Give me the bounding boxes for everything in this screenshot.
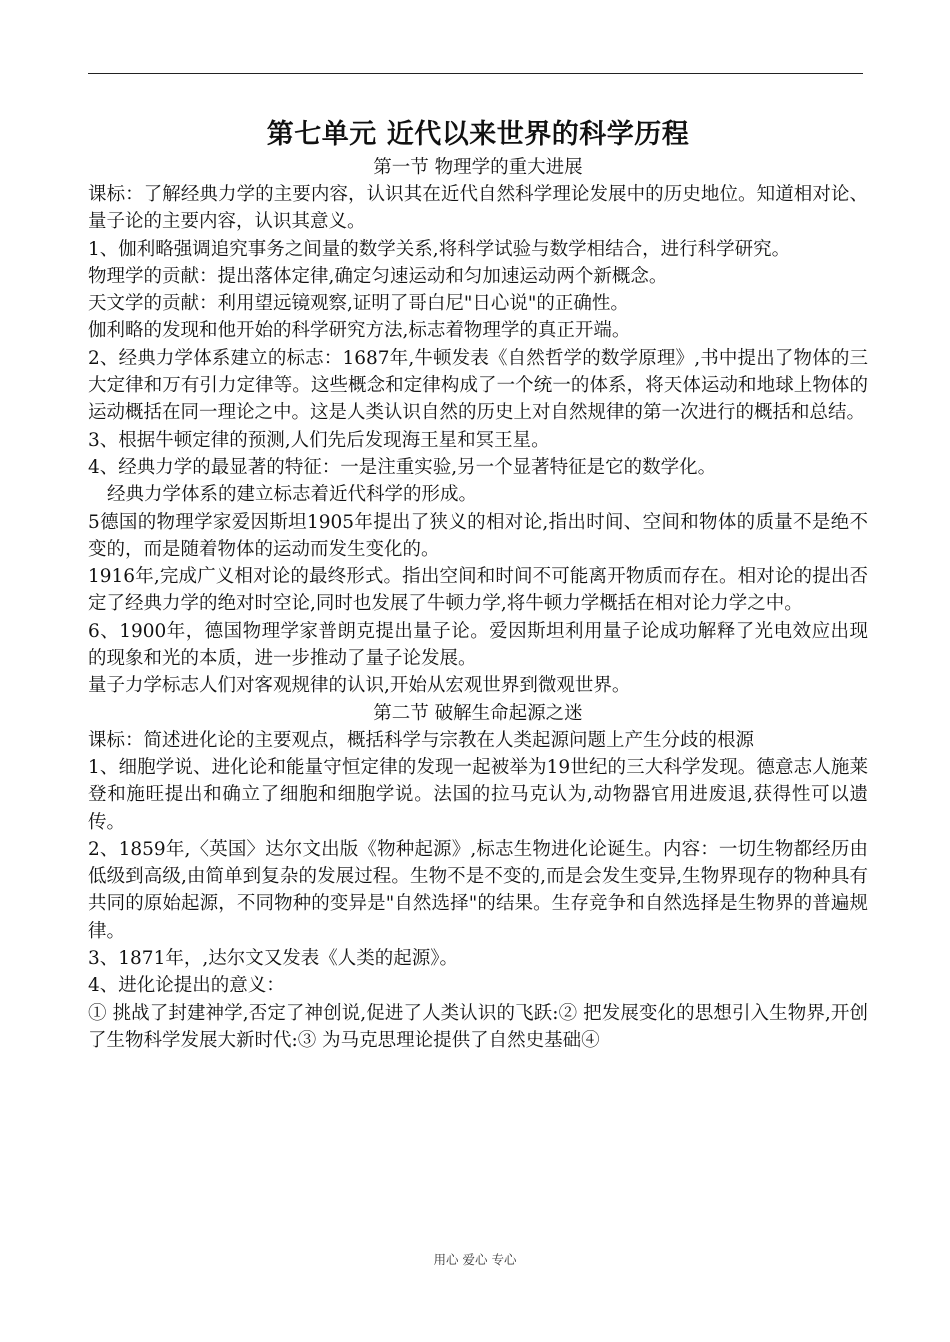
paragraph: 4、进化论提出的意义： xyxy=(88,975,285,997)
paragraph: ① 挑战了封建神学,否定了神创说,促进了人类认识的飞跃:② 把发展变化的思想引入生物界,开创了生物科学发展大新时代:③ 为马克思理论提供了自然史基础④ xyxy=(88,1002,868,1051)
page-footer: 用心 爱心 专心 xyxy=(433,1252,517,1267)
paragraph: 2、经典力学体系建立的标志：1687年,牛顿发表《自然哲学的数学原理》,书中提出了物体的三大定律和万有引力定律等。这些概念和定律构成了一个统一的体系，将天体运动和地球上物体的运动概括在同一理论之中。这是人类认识自然的历史上对自然规律的第一次进行的概括和总结。 xyxy=(88,347,868,424)
paragraph: 天文学的贡献：利用望远镜观察,证明了哥白尼"日心说"的正确性。 xyxy=(88,293,629,315)
paragraph: 课标：简述进化论的主要观点，概括科学与宗教在人类起源问题上产生分歧的根源 xyxy=(88,729,755,751)
paragraph: 1、伽利略强调追究事务之间量的数学关系,将科学试验与数学相结合，进行科学研究。 xyxy=(88,238,791,260)
paragraph: 6、1900年，德国物理学家普朗克提出量子论。爱因斯坦利用量子论成功解释了光电效应出现的现象和光的本质，进一步推动了量子论发展。 xyxy=(88,620,868,670)
paragraph: 3、根据牛顿定律的预测,人们先后发现海王星和冥王星。 xyxy=(88,429,550,451)
paragraph: 课标：了解经典力学的主要内容，认识其在近代自然科学理论发展中的历史地位。知道相对论、量子论的主要内容，认识其意义。 xyxy=(88,184,868,233)
paragraph: 1916年,完成广义相对论的最终形式。指出空间和时间不可能离开物质而存在。相对论的提出否定了经典力学的绝对时空论,同时也发展了牛顿力学,将牛顿力学概括在相对论力学之中。 xyxy=(88,566,868,615)
header-rule xyxy=(88,73,863,74)
paragraph: 物理学的贡献：提出落体定律,确定匀速运动和匀加速运动两个新概念。 xyxy=(88,265,668,287)
section-1-heading: 第一节 物理学的重大进展 xyxy=(373,157,583,178)
page-title: 第七单元 近代以来世界的科学历程 xyxy=(266,119,690,150)
document-body xyxy=(88,116,868,1054)
paragraph: 1、细胞学说、进化论和能量守恒定律的发现一起被举为19世纪的三大科学发现。德意志人施莱登和施旺提出和确立了细胞和细胞学说。法国的拉马克认为,动物器官用进废退,获得性可以遗传。 xyxy=(88,756,868,833)
paragraph: 量子力学标志人们对客观规律的认识,开始从宏观世界到微观世界。 xyxy=(88,675,631,697)
paragraph: 经典力学体系的建立标志着近代科学的形成。 xyxy=(107,484,478,506)
paragraph: 5德国的物理学家爱因斯坦1905年提出了狭义的相对论,指出时间、空间和物体的质量不是绝不变的，而是随着物体的运动而发生变化的。 xyxy=(88,511,868,560)
paragraph: 2、1859年,〈英国〉达尔文出版《物种起源》,标志生物进化论诞生。内容：一切生物都经历由低级到高级,由简单到复杂的发展过程。生物不是不变的,而是会发生变异,生物界现存的物种具有共同的原始起源，不同物种的变异是"自然选择"的结果。生存竞争和自然选择是生物界的普遍规律。 xyxy=(88,838,868,942)
section-2-heading: 第二节 破解生命起源之迷 xyxy=(373,702,583,724)
paragraph: 4、经典力学的最显著的特征：一是注重实验,另一个显著特征是它的数学化。 xyxy=(88,456,717,478)
paragraph: 伽利略的发现和他开始的科学研究方法,标志着物理学的真正开端。 xyxy=(88,320,631,342)
paragraph: 3、1871年，,达尔文又发表《人类的起源》。 xyxy=(88,948,458,970)
